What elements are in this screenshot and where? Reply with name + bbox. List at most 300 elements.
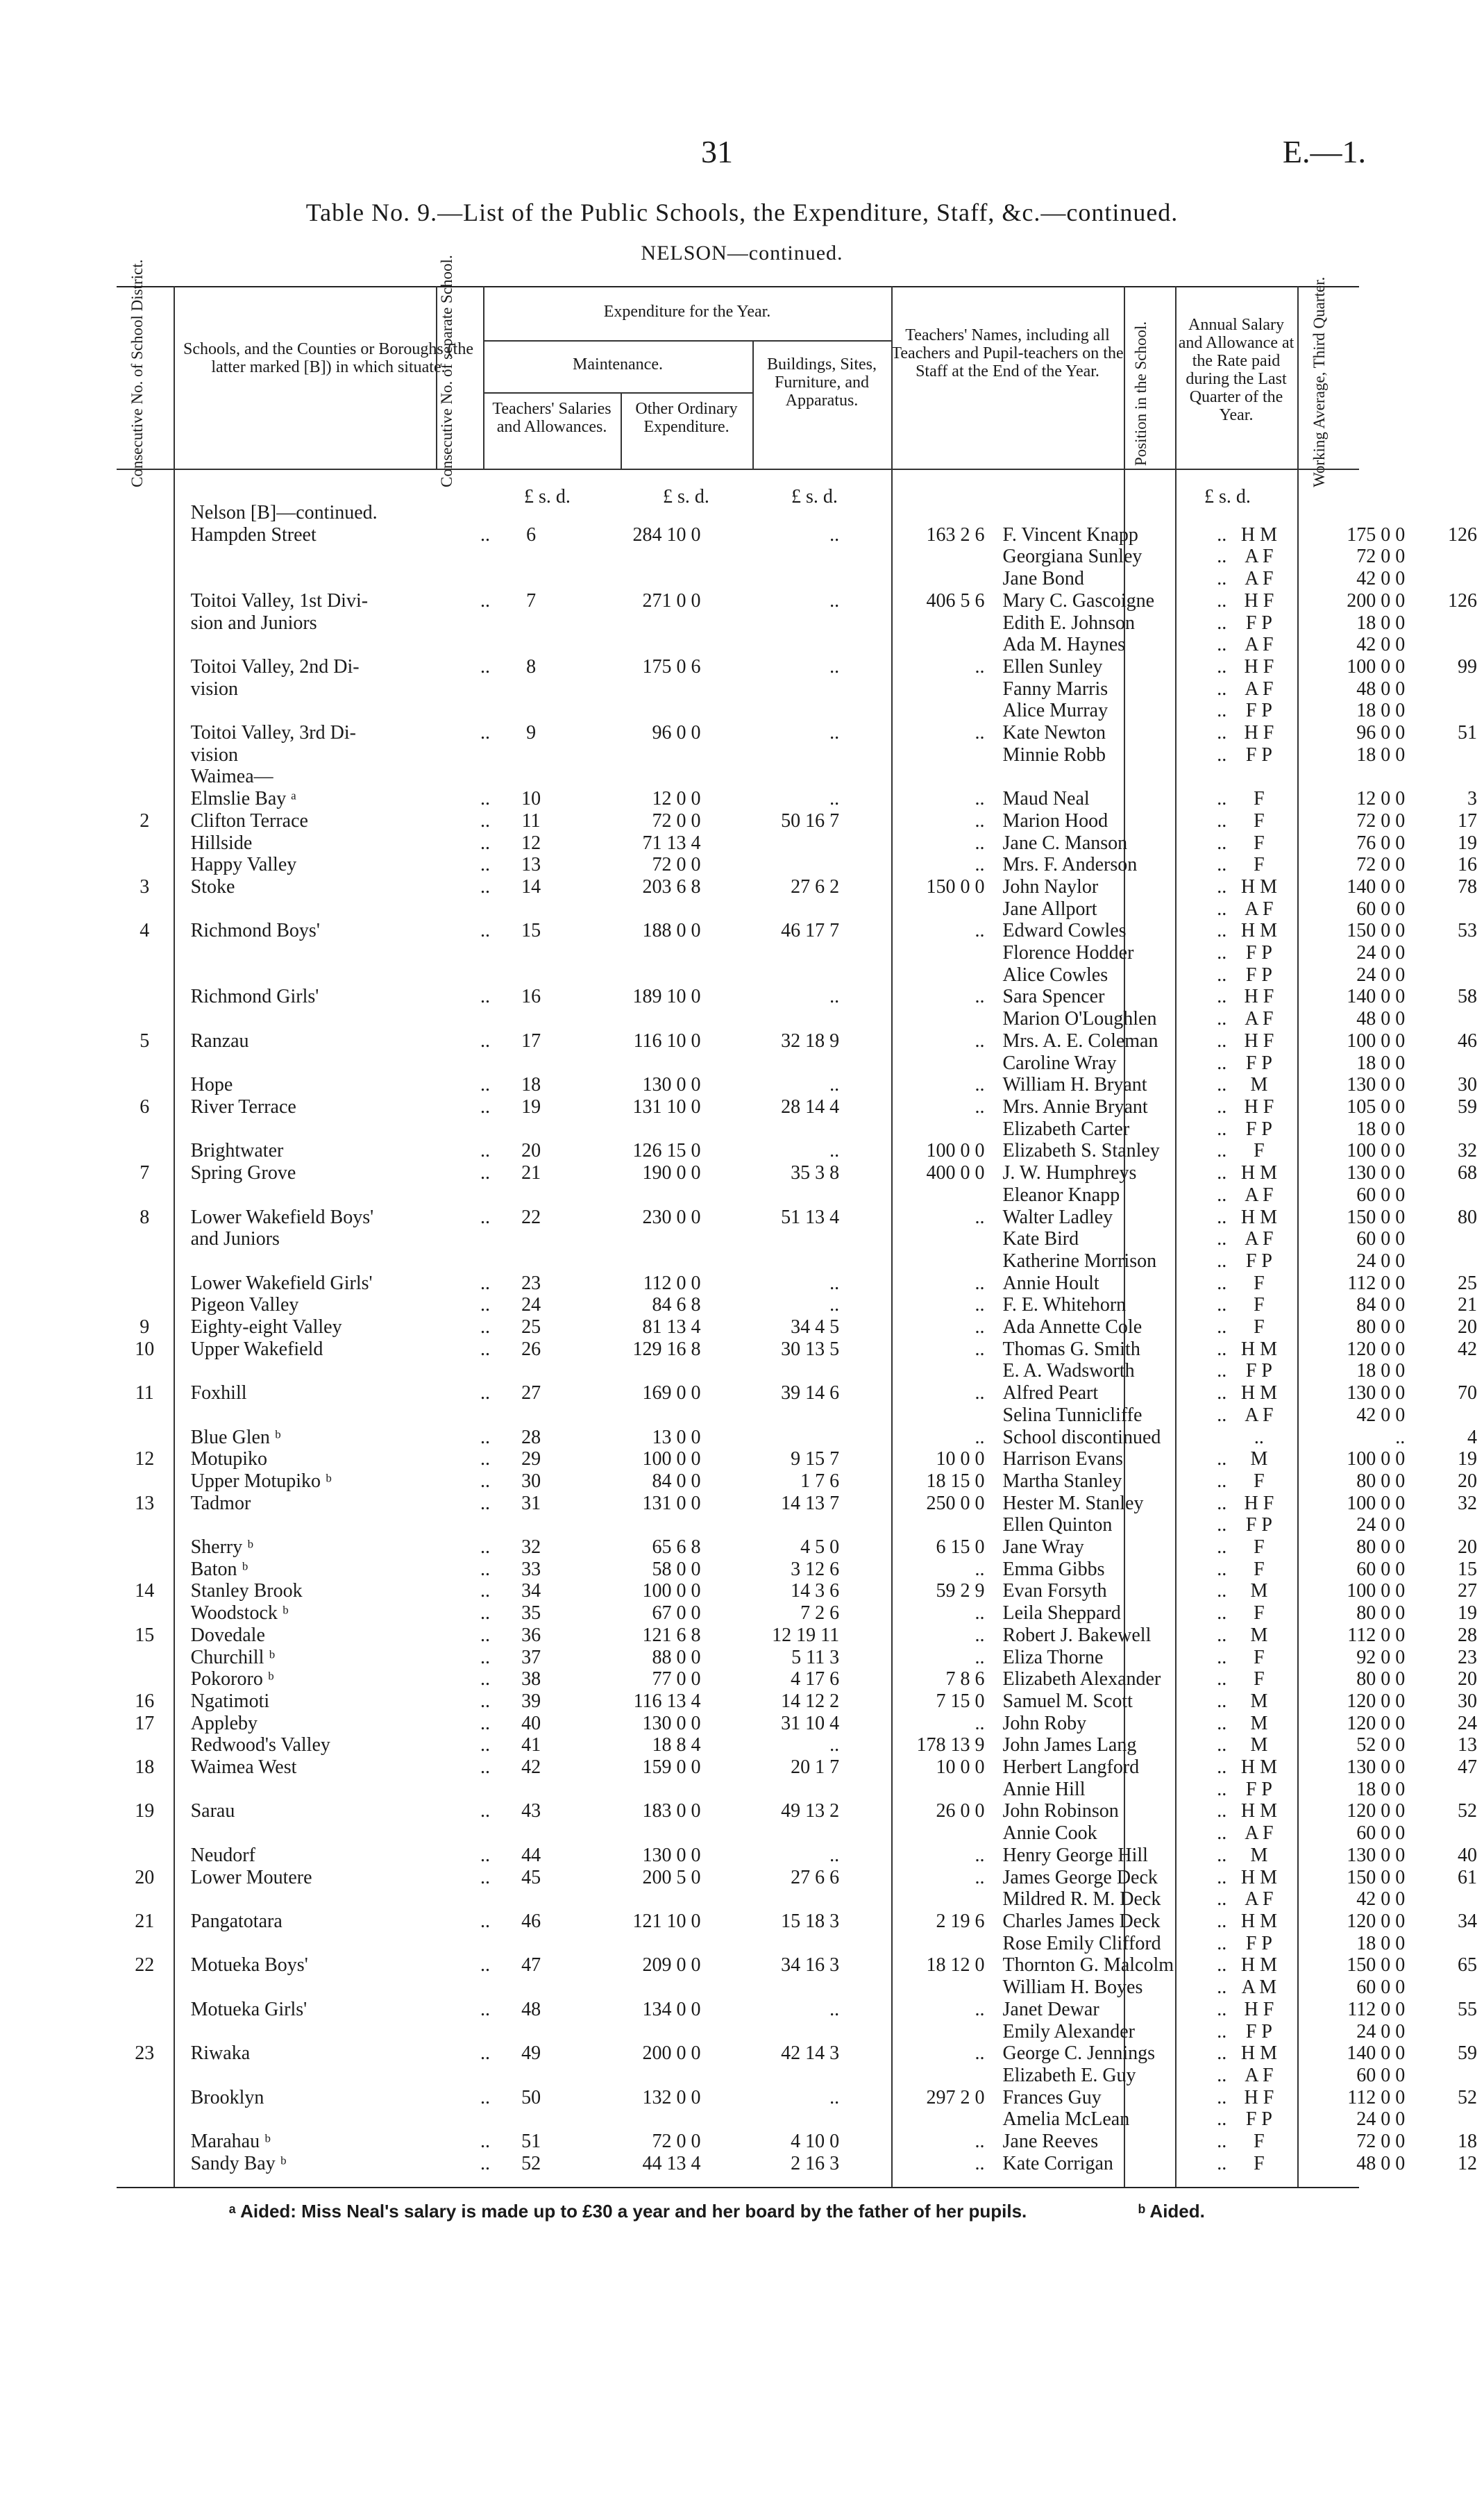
district-no-cell (117, 810, 173, 832)
district-no-cell (117, 1338, 173, 1361)
teacher-name-cell (993, 1559, 1234, 1581)
teacher-name-cell (993, 766, 1234, 788)
table-row (117, 1493, 1484, 1515)
position: F (1254, 1536, 1265, 1559)
position: H F (1244, 1492, 1274, 1514)
annual-allowance-cell (1285, 1140, 1414, 1162)
position: F P (1245, 964, 1272, 986)
leader-dots: .. (480, 655, 491, 678)
teacher-name-cell (993, 876, 1234, 898)
working-average-cell (1413, 1536, 1484, 1559)
buildings-expenditure: 10 0 0 (936, 1756, 985, 1779)
leader-dots: .. (1217, 2064, 1227, 2086)
working-average-cell (1413, 1690, 1484, 1713)
leader-dots: .. (1217, 1316, 1227, 1338)
position-cell (1233, 1030, 1284, 1052)
annual-allowance: 18 0 0 (1356, 1778, 1406, 1800)
teachers-salaries: 12 0 0 (652, 788, 701, 810)
district-no: 10 (135, 1338, 155, 1360)
district-no-cell (117, 2042, 173, 2065)
leader-dots: .. (480, 1316, 491, 1338)
leader-dots: .. (1217, 1668, 1227, 1690)
working-average-cell (1413, 1427, 1484, 1449)
school-name-cell (173, 920, 497, 942)
working-average-cell (1413, 1933, 1484, 1955)
annual-allowance: 72 0 0 (1356, 546, 1406, 568)
school-no-cell (497, 1273, 565, 1295)
buildings-expenditure-cell (848, 1273, 993, 1295)
annual-allowance: 120 0 0 (1347, 1690, 1406, 1712)
district-no-cell (117, 898, 173, 921)
buildings-expenditure-cell (848, 1316, 993, 1338)
school-name: Tadmor (190, 1492, 251, 1514)
position: M (1250, 1624, 1268, 1646)
units-buildings: £ s. d. (791, 486, 838, 507)
school-name: Sherry ᵇ (190, 1536, 253, 1559)
table-row (117, 854, 1484, 876)
leader-dots: .. (1217, 1778, 1227, 1800)
other-expenditure-cell (709, 1338, 848, 1361)
teachers-salaries-cell (565, 1140, 709, 1162)
teachers-salaries: 132 0 0 (642, 2086, 701, 2108)
buildings-expenditure-cell (848, 1800, 993, 1822)
position-cell (1233, 1052, 1284, 1075)
leader-dots: .. (480, 1844, 491, 1866)
annual-allowance: 24 0 0 (1356, 1250, 1406, 1272)
school-no-cell (497, 2131, 565, 2153)
teachers-salaries: 65 6 8 (652, 1536, 701, 1559)
position-cell (1233, 876, 1284, 898)
teacher-name-cell (993, 1184, 1234, 1207)
school-name: Nelson [B]—continued. (190, 502, 378, 523)
teacher-name: Mrs. A. E. Coleman (1002, 1030, 1158, 1052)
school-no: 24 (521, 1294, 541, 1316)
school-name-cell (173, 678, 497, 700)
table-row (117, 634, 1484, 656)
leader-dots: .. (480, 809, 491, 832)
buildings-expenditure-cell (848, 1404, 993, 1427)
other-expenditure-cell (709, 722, 848, 744)
working-average-cell (1413, 568, 1484, 590)
buildings-expenditure-cell (848, 700, 993, 722)
buildings-expenditure-cell (848, 1118, 993, 1141)
buildings-expenditure-cell (848, 2131, 993, 2153)
position: F P (1245, 2020, 1272, 2042)
teachers-salaries-cell (565, 656, 709, 678)
other-expenditure-cell (709, 1096, 848, 1118)
footer-rule (117, 2187, 1359, 2188)
district-no-cell (117, 722, 173, 744)
district-no-cell (117, 1911, 173, 1933)
buildings-expenditure-cell (848, 1602, 993, 1625)
school-name: Lower Moutere (190, 1866, 312, 1888)
buildings-expenditure-cell (848, 2087, 993, 2109)
buildings-expenditure-cell (848, 898, 993, 921)
table-row (117, 722, 1484, 744)
other-expenditure-cell (709, 1427, 848, 1449)
teachers-salaries: 72 0 0 (652, 2131, 701, 2153)
teacher-name-cell (993, 2065, 1234, 2087)
working-average: 65 (1458, 1954, 1477, 1976)
position-cell (1233, 2021, 1284, 2043)
school-name-cell (173, 1690, 497, 1713)
district-no-cell (117, 1184, 173, 1207)
table-row (117, 766, 1484, 788)
school-no: 22 (521, 1206, 541, 1228)
school-no: 18 (521, 1074, 541, 1096)
annual-allowance: 140 0 0 (1347, 875, 1406, 898)
leader-dots: .. (480, 1712, 491, 1734)
position: F P (1245, 1778, 1272, 1800)
buildings-expenditure-cell (848, 1360, 993, 1382)
buildings-expenditure: .. (975, 1272, 985, 1294)
teachers-salaries-cell (565, 1052, 709, 1075)
teachers-salaries: 13 0 0 (652, 1426, 701, 1448)
other-expenditure: 34 4 5 (791, 1316, 840, 1338)
teachers-salaries-cell (565, 1888, 709, 1911)
school-name-cell (173, 1911, 497, 1933)
school-name: Motupiko (190, 1448, 268, 1470)
annual-allowance: 48 0 0 (1356, 678, 1406, 700)
teachers-salaries: 67 0 0 (652, 1602, 701, 1625)
annual-allowance-cell (1285, 744, 1414, 766)
school-name-cell (173, 2021, 497, 2043)
teacher-name: Charles James Deck (1002, 1911, 1161, 1932)
leader-dots: .. (480, 1448, 491, 1470)
school-no-cell (497, 590, 565, 612)
buildings-expenditure: .. (975, 1866, 985, 1888)
position-cell (1233, 1999, 1284, 2021)
school-no-cell (497, 2021, 565, 2043)
position: F (1254, 1668, 1265, 1690)
school-no: 48 (521, 1998, 541, 2020)
position: F P (1245, 2108, 1272, 2131)
school-no: 7 (526, 589, 537, 612)
school-name-cell (173, 1338, 497, 1361)
school-no-cell (497, 876, 565, 898)
annual-allowance: 140 0 0 (1347, 986, 1406, 1008)
position: A F (1245, 898, 1274, 920)
table-row (117, 1074, 1484, 1096)
leader-dots: .. (480, 1998, 491, 2020)
school-no-cell (497, 2065, 565, 2087)
annual-allowance: 60 0 0 (1356, 2064, 1406, 2086)
district-no-cell (117, 1713, 173, 1735)
school-name-cell (173, 854, 497, 876)
other-expenditure-cell (709, 920, 848, 942)
district-no: 9 (140, 1316, 150, 1338)
teachers-salaries-cell (565, 1448, 709, 1470)
teacher-name: Eleanor Knapp (1002, 1184, 1120, 1206)
teachers-salaries: 88 0 0 (652, 1646, 701, 1668)
buildings-expenditure: .. (975, 1558, 985, 1580)
other-expenditure: 2 16 3 (791, 2152, 840, 2174)
teachers-salaries-cell (565, 2087, 709, 2109)
district-no: 21 (135, 1911, 155, 1932)
school-name: Upper Motupiko ᵇ (190, 1470, 332, 1492)
annual-allowance-cell (1285, 1976, 1414, 1999)
teachers-salaries-cell (565, 1338, 709, 1361)
buildings-expenditure: 250 0 0 (926, 1492, 985, 1514)
school-name-cell (173, 590, 497, 612)
leader-dots: .. (1217, 1866, 1227, 1888)
table-row (117, 1800, 1484, 1822)
position-cell (1233, 1536, 1284, 1559)
annual-allowance: 112 0 0 (1347, 2086, 1406, 2108)
teacher-name: Alfred Peart (1002, 1382, 1099, 1404)
teacher-name-cell (993, 1734, 1234, 1756)
position-cell (1233, 700, 1284, 722)
table-row (117, 986, 1484, 1008)
school-no-cell (497, 1470, 565, 1493)
district-no-cell (117, 1052, 173, 1075)
other-expenditure: 27 6 2 (791, 875, 840, 898)
position: M (1250, 1074, 1268, 1096)
units-other: £ s. d. (663, 486, 709, 507)
position-cell (1233, 656, 1284, 678)
school-name: Upper Wakefield (190, 1338, 323, 1360)
leader-dots: .. (480, 1338, 491, 1360)
teacher-name: Thomas G. Smith (1002, 1338, 1140, 1360)
district-no-cell (117, 964, 173, 987)
district-no-cell (117, 1030, 173, 1052)
working-average: 30 (1458, 1074, 1477, 1096)
school-name-cell (173, 1470, 497, 1493)
school-name-cell (173, 1294, 497, 1316)
buildings-expenditure: .. (975, 1998, 985, 2020)
header-maintenance: Maintenance. (573, 355, 663, 373)
working-average-cell (1413, 1976, 1484, 1999)
other-expenditure-cell (709, 1690, 848, 1713)
position: F P (1245, 1250, 1272, 1272)
position-cell (1233, 722, 1284, 744)
position-cell (1233, 1493, 1284, 1515)
teacher-name-cell (993, 700, 1234, 722)
teachers-salaries-cell (565, 678, 709, 700)
school-name-cell (173, 1647, 497, 1669)
school-name-cell (173, 1382, 497, 1404)
annual-allowance-cell (1285, 2131, 1414, 2153)
school-no: 9 (526, 722, 537, 744)
table-row (117, 1888, 1484, 1911)
school-name: vision (190, 744, 239, 766)
position-cell (1233, 1888, 1284, 1911)
teacher-name: Georgiana Sunley (1002, 546, 1142, 568)
other-expenditure: 14 3 6 (791, 1580, 840, 1602)
other-expenditure: 9 15 7 (791, 1448, 840, 1470)
teachers-salaries: 77 0 0 (652, 1668, 701, 1690)
teachers-salaries-cell (565, 2108, 709, 2131)
district-no-cell (117, 1734, 173, 1756)
district-no-cell (117, 1514, 173, 1536)
annual-allowance: 150 0 0 (1347, 1206, 1406, 1228)
district-no: 3 (140, 875, 150, 898)
school-no-cell (497, 1404, 565, 1427)
school-no-cell (497, 502, 565, 524)
buildings-expenditure: 2 19 6 (936, 1911, 985, 1932)
school-name: Sarau (190, 1800, 235, 1822)
district-no-cell (117, 634, 173, 656)
school-no-cell (497, 1493, 565, 1515)
working-average: 15 (1458, 1558, 1477, 1580)
school-name: Pokororo ᵇ (190, 1668, 274, 1690)
teachers-salaries-cell (565, 1954, 709, 1976)
leader-dots: .. (1217, 2152, 1227, 2174)
footnote-b: ᵇ Aided. (1138, 2201, 1205, 2222)
table-row (117, 1250, 1484, 1273)
school-name-cell (173, 1580, 497, 1602)
position: H F (1244, 986, 1274, 1008)
district-no-cell (117, 1867, 173, 1889)
annual-allowance-cell (1285, 1030, 1414, 1052)
annual-allowance-cell (1285, 546, 1414, 568)
school-no-cell (497, 1140, 565, 1162)
position-cell (1233, 1096, 1284, 1118)
other-expenditure-cell (709, 2065, 848, 2087)
district-no-cell (117, 502, 173, 524)
table-row (117, 524, 1484, 546)
table-row (117, 546, 1484, 568)
buildings-expenditure-cell (848, 1559, 993, 1581)
school-no-cell (497, 1382, 565, 1404)
buildings-expenditure-cell (848, 1514, 993, 1536)
school-no: 36 (521, 1624, 541, 1646)
working-average-cell (1413, 2108, 1484, 2131)
school-no: 26 (521, 1338, 541, 1360)
table-subtitle: NELSON—continued. (641, 242, 843, 265)
teacher-name-cell (993, 1800, 1234, 1822)
table-row (117, 1976, 1484, 1999)
position-cell (1233, 1008, 1284, 1030)
school-name-cell (173, 1404, 497, 1427)
annual-allowance: 52 0 0 (1356, 1734, 1406, 1756)
annual-allowance: 100 0 0 (1347, 1492, 1406, 1514)
annual-allowance: 175 0 0 (1347, 523, 1406, 546)
position: H M (1240, 1911, 1277, 1932)
district-no-cell (117, 2021, 173, 2043)
annual-allowance-cell (1285, 832, 1414, 855)
teachers-salaries-cell (565, 920, 709, 942)
district-no: 18 (135, 1756, 155, 1779)
working-average-cell (1413, 810, 1484, 832)
district-no: 5 (140, 1030, 150, 1052)
teacher-name: Kate Newton (1002, 722, 1106, 744)
teacher-name-cell (993, 942, 1234, 964)
teacher-name: Samuel M. Scott (1002, 1690, 1133, 1712)
leader-dots: .. (1217, 1954, 1227, 1976)
annual-allowance: 130 0 0 (1347, 1382, 1406, 1404)
table-row (117, 502, 1484, 524)
leader-dots: .. (480, 1074, 491, 1096)
leader-dots: .. (480, 1756, 491, 1779)
teachers-salaries-cell (565, 546, 709, 568)
other-expenditure-cell (709, 1954, 848, 1976)
buildings-expenditure: .. (975, 655, 985, 678)
leader-dots: .. (480, 875, 491, 898)
working-average-cell (1413, 1954, 1484, 1976)
teacher-name-cell (993, 568, 1234, 590)
district-no-cell (117, 1074, 173, 1096)
leader-dots: .. (480, 2152, 491, 2174)
leader-dots: .. (480, 986, 491, 1008)
buildings-expenditure: .. (975, 2131, 985, 2153)
school-name: Stoke (190, 875, 235, 898)
school-no: 10 (521, 788, 541, 810)
working-average: 19 (1458, 1602, 1477, 1625)
header-teachers: Teachers' Names, including all Teachers and Pupil-teachers on the Staff at the End of the Year. (891, 326, 1124, 380)
working-average-cell (1413, 524, 1484, 546)
teachers-salaries: 209 0 0 (642, 1954, 701, 1976)
other-expenditure: 4 5 0 (800, 1536, 840, 1559)
school-name: Waimea— (190, 766, 273, 788)
school-name-cell (173, 1713, 497, 1735)
school-no: 43 (521, 1800, 541, 1822)
leader-dots: .. (1217, 1998, 1227, 2020)
working-average: 52 (1458, 1800, 1477, 1822)
school-name-cell (173, 612, 497, 635)
working-average-cell (1413, 502, 1484, 524)
position: H F (1244, 1096, 1274, 1118)
buildings-expenditure: .. (975, 1426, 985, 1448)
annual-allowance: 100 0 0 (1347, 1140, 1406, 1162)
district-no-cell (117, 1668, 173, 1690)
position-cell (1233, 1294, 1284, 1316)
buildings-expenditure: .. (975, 1096, 985, 1118)
leader-dots: .. (480, 1206, 491, 1228)
school-name-cell (173, 744, 497, 766)
other-expenditure: 14 12 2 (781, 1690, 840, 1712)
teachers-salaries-cell (565, 744, 709, 766)
other-expenditure: .. (829, 523, 840, 546)
position: H M (1240, 1800, 1277, 1822)
school-no-cell (497, 722, 565, 744)
leader-dots: .. (1217, 898, 1227, 920)
teachers-salaries-cell (565, 1184, 709, 1207)
annual-allowance: 80 0 0 (1356, 1316, 1406, 1338)
school-no: 13 (521, 854, 541, 876)
teacher-name: Mary C. Gascoigne (1002, 589, 1155, 612)
buildings-expenditure-cell (848, 1668, 993, 1690)
position-cell (1233, 524, 1284, 546)
school-name-cell (173, 1448, 497, 1470)
annual-allowance-cell (1285, 1008, 1414, 1030)
annual-allowance-cell (1285, 1954, 1414, 1976)
leader-dots: .. (480, 523, 491, 546)
position: A F (1245, 2064, 1274, 2086)
teacher-name: Selina Tunnicliffe (1002, 1404, 1142, 1426)
annual-allowance: 130 0 0 (1347, 1162, 1406, 1184)
school-no-cell (497, 1074, 565, 1096)
other-expenditure: 7 2 6 (800, 1602, 840, 1625)
buildings-expenditure-cell (848, 854, 993, 876)
working-average-cell (1413, 1867, 1484, 1889)
other-expenditure: 4 10 0 (791, 2131, 840, 2153)
position: M (1250, 1734, 1268, 1756)
other-expenditure-cell (709, 1052, 848, 1075)
teacher-name-cell (993, 1228, 1234, 1250)
annual-allowance-cell (1285, 1207, 1414, 1229)
annual-allowance: 18 0 0 (1356, 1932, 1406, 1954)
teacher-name: Frances Guy (1002, 2086, 1102, 2108)
district-no-cell (117, 1294, 173, 1316)
teachers-salaries: 84 0 0 (652, 1470, 701, 1492)
annual-allowance-cell (1285, 1713, 1414, 1735)
buildings-expenditure-cell (848, 1140, 993, 1162)
position: F (1254, 1470, 1265, 1492)
buildings-expenditure: 7 15 0 (936, 1690, 985, 1712)
buildings-expenditure-cell (848, 2042, 993, 2065)
other-expenditure-cell (709, 1030, 848, 1052)
